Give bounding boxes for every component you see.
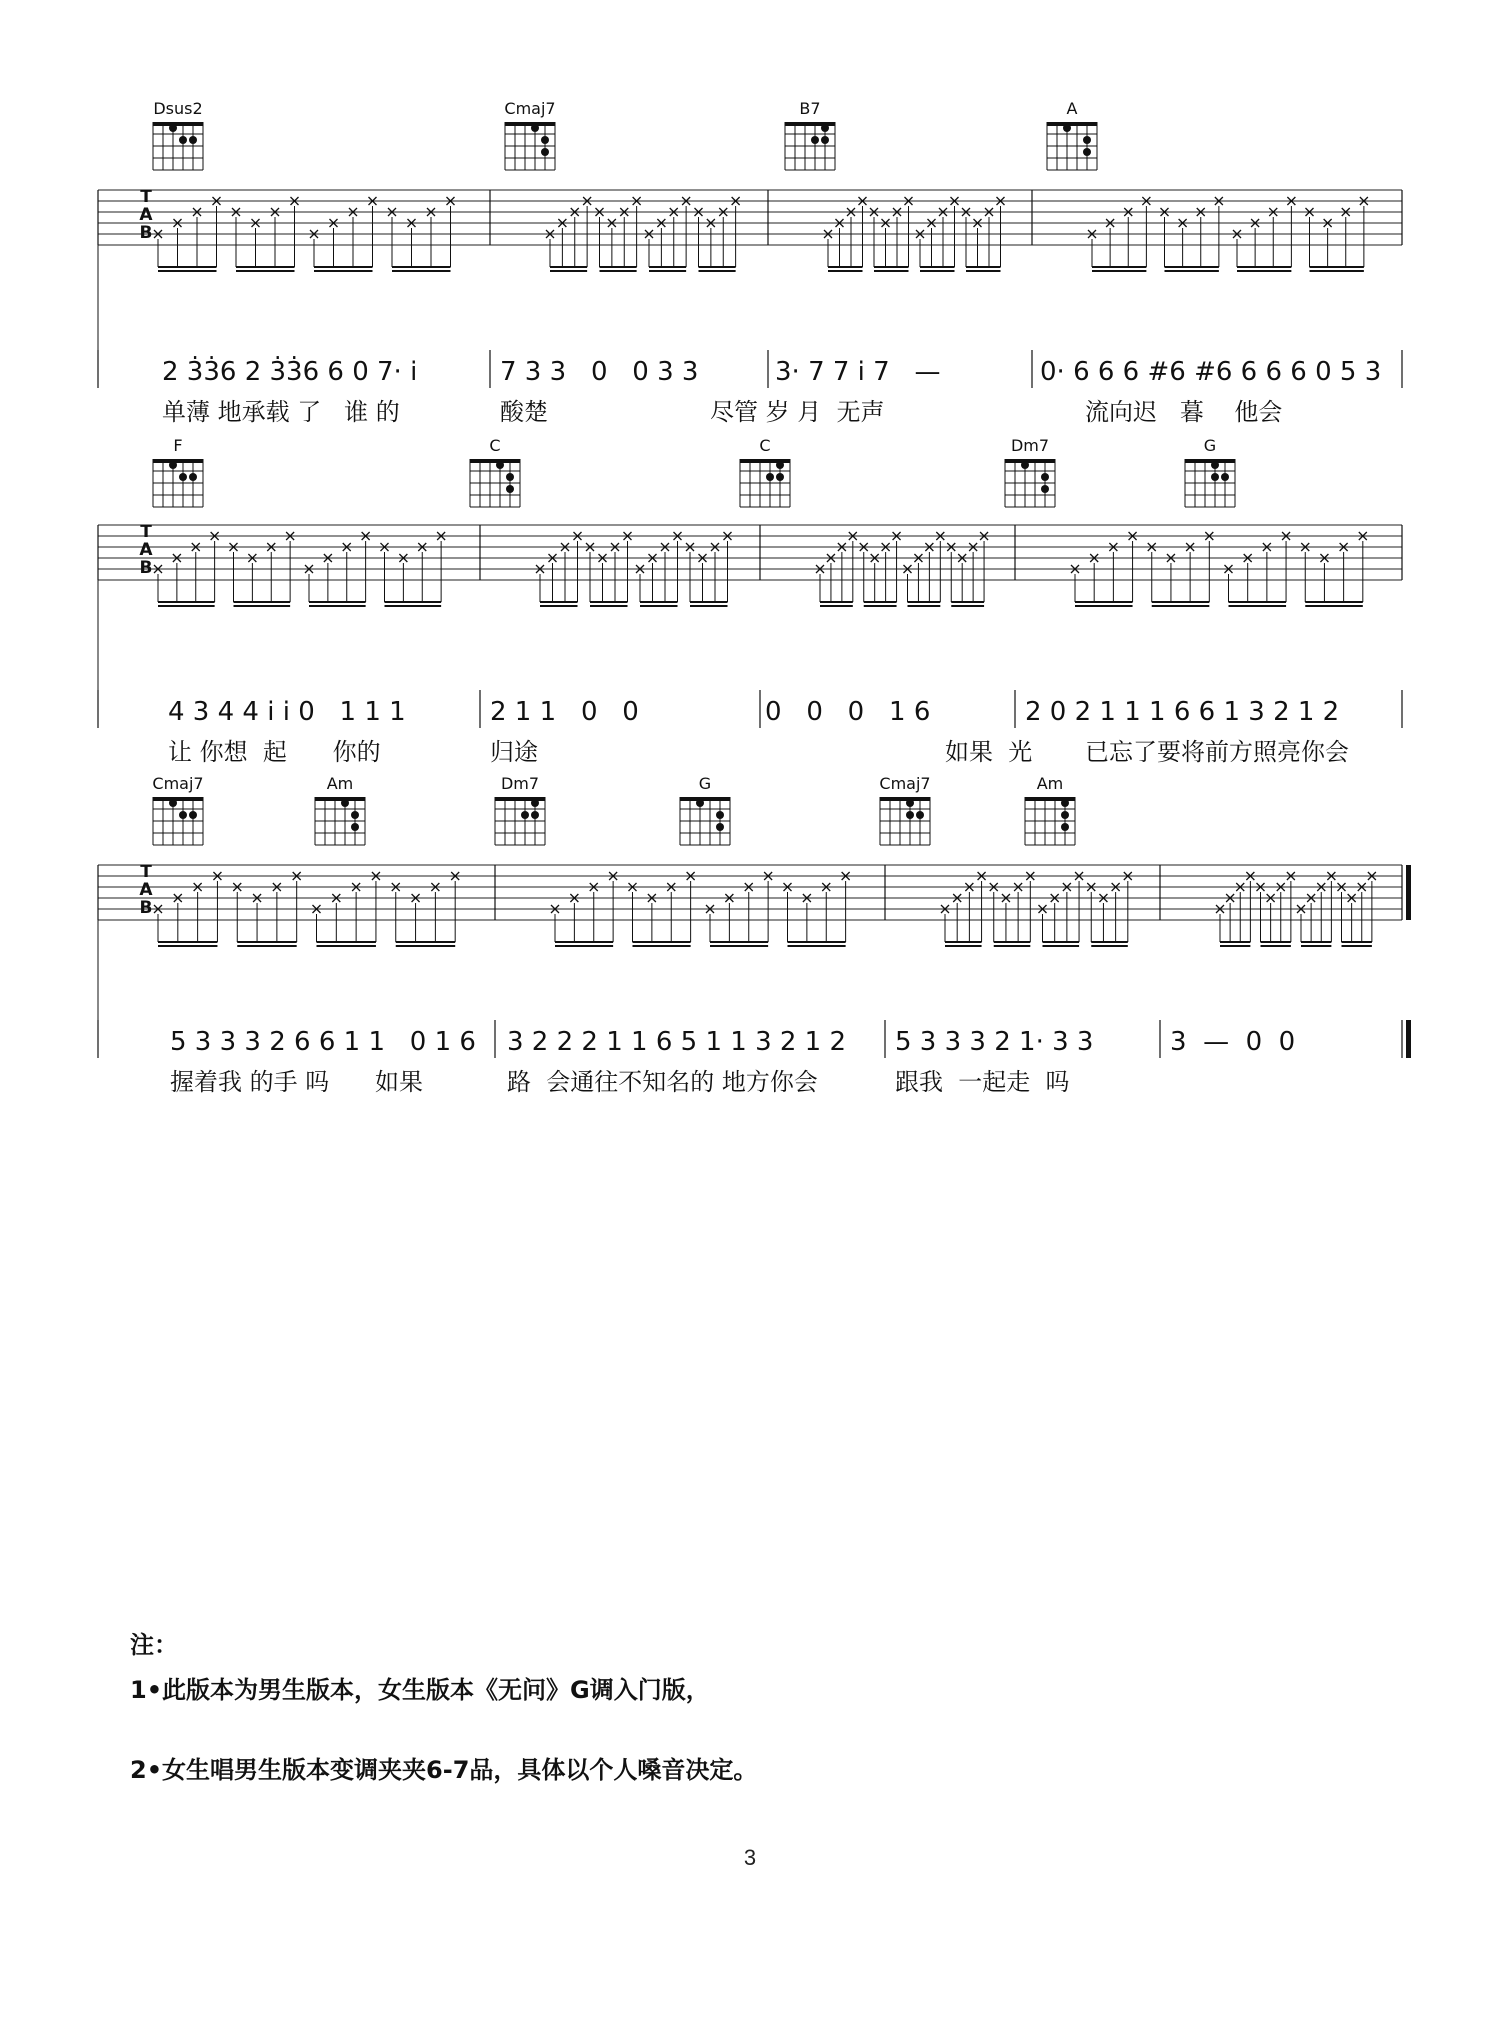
finger-dot <box>541 148 549 156</box>
tab-clef-letter: A <box>139 880 153 900</box>
finger-dot <box>1083 136 1091 144</box>
lyric-line: 如果 光 <box>945 738 1033 766</box>
finger-dot <box>1061 799 1069 807</box>
chord-nut <box>153 459 203 463</box>
finger-dot <box>1041 473 1049 481</box>
tab-clef-letter: A <box>139 205 153 225</box>
tab-clef-letter: T <box>140 187 152 207</box>
finger-dot <box>189 473 197 481</box>
chord-name: Am <box>326 774 354 793</box>
finger-dot <box>1211 473 1219 481</box>
tab-clef-letter: T <box>140 522 152 542</box>
chord-name: B7 <box>799 99 821 118</box>
chord-diagram <box>315 774 365 845</box>
final-bar <box>1406 865 1411 920</box>
finger-dot <box>179 136 187 144</box>
chord-diagram <box>740 436 790 507</box>
jianpu-measure: 4 3 4 4 i i 0 1 1 1 <box>168 697 406 727</box>
finger-dot <box>179 473 187 481</box>
tab-clef-letter: T <box>140 862 152 882</box>
notes-heading: 注： <box>130 1631 178 1659</box>
finger-dot <box>531 124 539 132</box>
finger-dot <box>1083 148 1091 156</box>
finger-dot <box>169 461 177 469</box>
chord-name: G <box>1203 436 1217 455</box>
chord-name: Am <box>1036 774 1064 793</box>
tab-clef-letter: B <box>139 558 153 578</box>
chord-name: Cmaj7 <box>504 99 556 118</box>
jianpu-measure: 0 0 0 1 6 <box>765 697 931 727</box>
jianpu-measure: 3 2 2 2 1 1 6 5 1 1 3 2 1 2 <box>507 1027 847 1057</box>
finger-dot <box>531 811 539 819</box>
finger-dot <box>1063 124 1071 132</box>
lyric-line: 单薄 地承载 了 谁 的 <box>162 398 400 426</box>
jianpu-measure: 3 — 0 0 <box>1170 1027 1296 1057</box>
finger-dot <box>1041 485 1049 493</box>
note-line-1: 1•此版本为男生版本，女生版本《无问》G调入门版， <box>130 1676 710 1704</box>
chord-diagram <box>1005 436 1055 507</box>
chord-nut <box>680 797 730 801</box>
system-1 <box>98 99 1402 426</box>
lyric-line: 归途 <box>490 738 538 766</box>
jianpu-final-bar <box>1406 1020 1411 1058</box>
chord-name: Dm7 <box>500 774 540 793</box>
finger-dot <box>906 799 914 807</box>
lyric-line: 已忘了要将前方照亮你会 <box>1085 738 1349 766</box>
chord-diagram <box>152 774 203 845</box>
lyric-line: 让 你想 起 你的 <box>168 738 381 766</box>
chord-nut <box>1005 459 1055 463</box>
chord-name: G <box>698 774 712 793</box>
finger-dot <box>716 823 724 831</box>
chord-diagram <box>153 99 203 170</box>
finger-dot <box>821 136 829 144</box>
jianpu-measure: 7 3 3 0 0 3 3 <box>500 357 699 387</box>
finger-dot <box>776 473 784 481</box>
finger-dot <box>1221 473 1229 481</box>
chord-name: A <box>1066 99 1078 118</box>
chord-diagram <box>495 774 545 845</box>
chord-name: Dsus2 <box>153 99 203 118</box>
chord-nut <box>470 459 520 463</box>
finger-dot <box>1021 461 1029 469</box>
chord-diagram <box>153 436 203 507</box>
jianpu-measure: 5 3 3 3 2 6 6 1 1 0 1 6 <box>170 1027 476 1057</box>
lyric-line: 酸楚 <box>500 398 548 426</box>
jianpu-measure: 3· 7 7 i 7 — <box>775 357 941 387</box>
chord-nut <box>505 122 555 126</box>
lyric-line: 尽管 岁 月 无声 <box>710 398 885 426</box>
finger-dot <box>906 811 914 819</box>
page-number: 3 <box>743 1845 757 1870</box>
chord-diagram <box>785 99 835 170</box>
chord-diagram <box>680 774 730 845</box>
jianpu-measure: 0· 6 6 6 #6 #6 6 6 6 0 5 3 <box>1040 357 1382 387</box>
finger-dot <box>521 811 529 819</box>
chord-nut <box>880 797 930 801</box>
finger-dot <box>541 136 549 144</box>
finger-dot <box>696 799 704 807</box>
chord-nut <box>315 797 365 801</box>
finger-dot <box>1061 823 1069 831</box>
finger-dot <box>496 461 504 469</box>
finger-dot <box>716 811 724 819</box>
jianpu-measure: 2 1 1 0 0 <box>490 697 639 727</box>
finger-dot <box>189 136 197 144</box>
chord-diagram <box>879 774 930 845</box>
finger-dot <box>776 461 784 469</box>
chord-name: F <box>173 436 183 455</box>
finger-dot <box>1211 461 1219 469</box>
finger-dot <box>821 124 829 132</box>
finger-dot <box>766 473 774 481</box>
system-3 <box>98 774 1411 1096</box>
chord-diagram <box>504 99 555 170</box>
lyric-line: 路 会通往不知名的 地方你会 <box>507 1068 818 1096</box>
chord-nut <box>153 797 203 801</box>
finger-dot <box>189 811 197 819</box>
finger-dot <box>169 124 177 132</box>
chord-nut <box>1047 122 1097 126</box>
system-2 <box>98 436 1402 766</box>
finger-dot <box>1061 811 1069 819</box>
chord-name: C <box>759 436 771 455</box>
jianpu-measure: 5 3 3 3 2 1· 3 3 <box>895 1027 1094 1057</box>
finger-dot <box>179 811 187 819</box>
jianpu-measure: 2 3̇3̇6 2 3̇3̇6 6 0 7· i <box>162 357 418 387</box>
chord-name: C <box>489 436 501 455</box>
chord-nut <box>153 122 203 126</box>
chord-nut <box>1185 459 1235 463</box>
lyric-line: 握着我 的手 吗 如果 <box>170 1068 424 1096</box>
chord-diagram <box>1047 99 1097 170</box>
chord-diagram <box>1025 774 1075 845</box>
chord-diagram <box>1185 436 1235 507</box>
chord-name: Cmaj7 <box>152 774 204 793</box>
chord-name: Dm7 <box>1010 436 1050 455</box>
finger-dot <box>169 799 177 807</box>
lyric-line: 跟我 一起走 吗 <box>895 1068 1070 1096</box>
finger-dot <box>341 799 349 807</box>
tab-clef-letter: B <box>139 223 153 243</box>
finger-dot <box>506 473 514 481</box>
finger-dot <box>531 799 539 807</box>
finger-dot <box>351 811 359 819</box>
lyric-line: 流向迟 暮 他会 <box>1085 398 1283 426</box>
jianpu-measure: 2 0 2 1 1 1 6 6 1 3 2 1 2 <box>1025 697 1340 727</box>
finger-dot <box>351 823 359 831</box>
chord-diagram <box>470 436 520 507</box>
chord-name: Cmaj7 <box>879 774 931 793</box>
finger-dot <box>811 136 819 144</box>
tab-clef-letter: A <box>139 540 153 560</box>
finger-dot <box>506 485 514 493</box>
finger-dot <box>916 811 924 819</box>
tab-clef-letter: B <box>139 898 153 918</box>
note-line-2: 2•女生唱男生版本变调夹夹6-7品，具体以个人嗓音决定。 <box>130 1756 758 1784</box>
